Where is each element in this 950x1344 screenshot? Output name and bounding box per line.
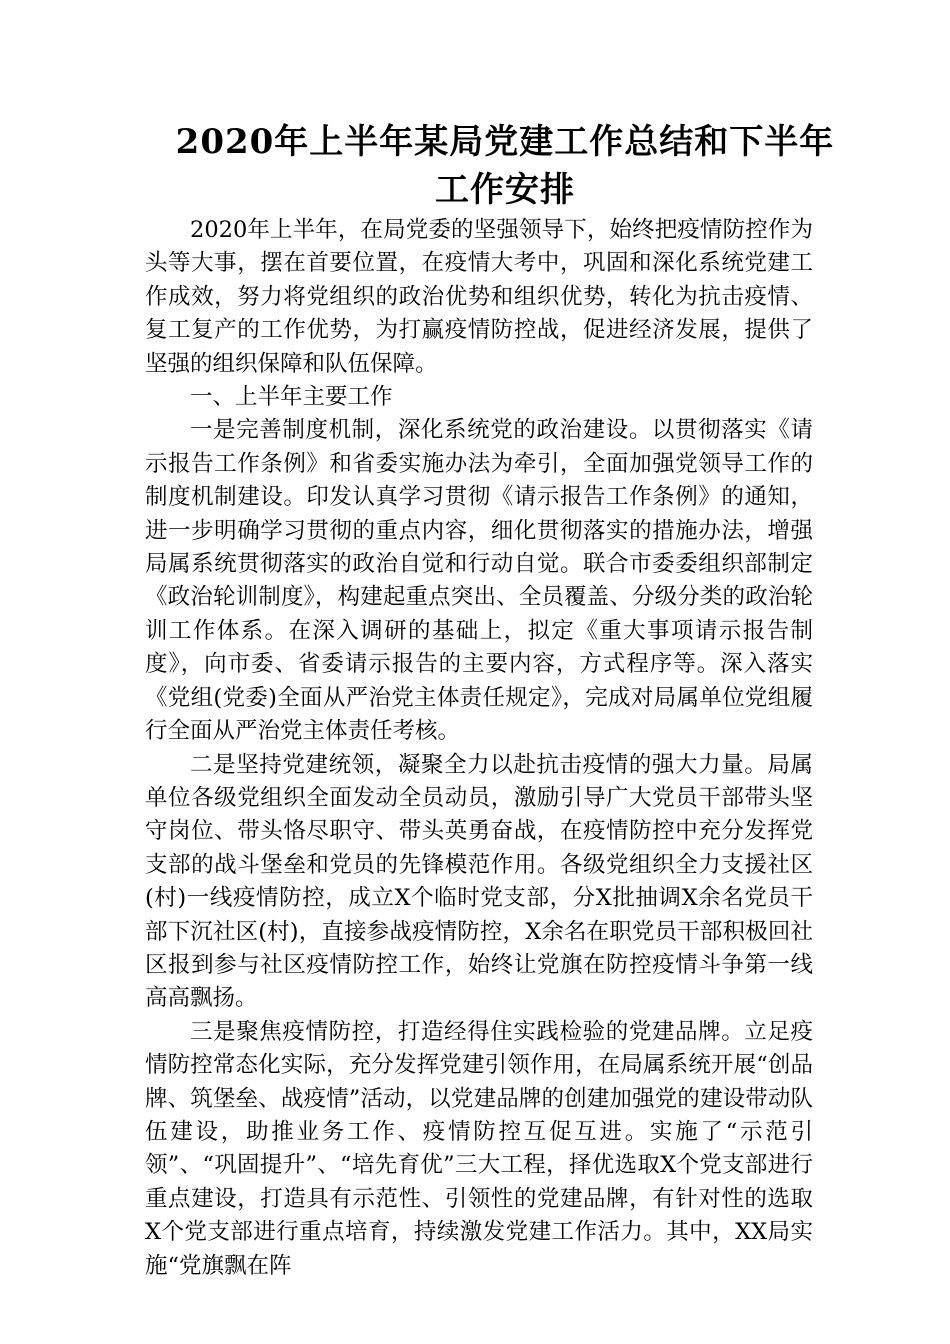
body-paragraph: 三是聚焦疫情防控，打造经得住实践检验的党建品牌。立足疫情防控常态化实际，充分发挥党建引领作用，在局属系统开展“创品牌、筑堡垒、战疫情”活动，以党建品牌的创建加强党的建设带动队伍建设，助推业务工作、疫情防控互促互进。实施了“示范引领”、“巩固提升”、“培先育优”三大工程，择优选取X个党支部进行重点建设，打造具有示范性、引领性的党建品牌，有针对性的选取X个党支部进行重点培育，持续激发党建工作活力。其中，XX局实施“党旗飘在阵 <box>145 1018 813 1279</box>
body-paragraph: 二是坚持党建统领，凝聚全力以赴抗击疫情的强大力量。局属单位各级党组织全面发动全员动员，激励引导广大党员干部带头坚守岗位、带头恪尽职守、带头英勇奋战，在疫情防控中充分发挥党支部的战斗堡垒和党员的先锋模范作用。各级党组织全力支援社区(村)一线疫情防控，成立X个临时党支部，分X批抽调X余名党员干部下沉社区(村)，直接参战疫情防控，X余名在职党员干部积极回社区报到参与社区疫情防控工作，始终让党旗在防控疫情斗争第一线高高飘扬。 <box>145 751 813 1012</box>
section-heading: 一、上半年主要工作 <box>190 384 393 411</box>
intro-paragraph: 2020年上半年，在局党委的坚强领导下，始终把疫情防控作为头等大事，摆在首要位置，在疫情大考中，巩固和深化系统党建工作成效，努力将党组织的政治优势和组织优势，转化为抗击疫情、复工复产的工作优势，为打赢疫情防控战，促进经济发展，提供了坚强的组织保障和队伍保障。 <box>145 217 813 377</box>
document-title-line-2: 工作安排 <box>435 170 575 210</box>
document-body <box>145 214 813 1283</box>
document-title-line-1: 2020年上半年某局党建工作总结和下半年 <box>175 122 835 162</box>
body-paragraph: 一是完善制度机制，深化系统党的政治建设。以贯彻落实《请示报告工作条例》和省委实施办法为牵引，全面加强党领导工作的制度机制建设。印发认真学习贯彻《请示报告工作条例》的通知，进一步明确学习贯彻的重点内容，细化贯彻落实的措施办法，增强局属系统贯彻落实的政治自觉和行动自觉。联合市委委组织部制定《政治轮训制度》，构建起重点突出、全员覆盖、分级分类的政治轮训工作体系。在深入调研的基础上，拟定《重大事项请示报告制度》，向市委、省委请示报告的主要内容，方式程序等。深入落实《党组(党委)全面从严治党主体责任规定》，完成对局属单位党组履行全面从严治党主体责任考核。 <box>145 417 813 745</box>
